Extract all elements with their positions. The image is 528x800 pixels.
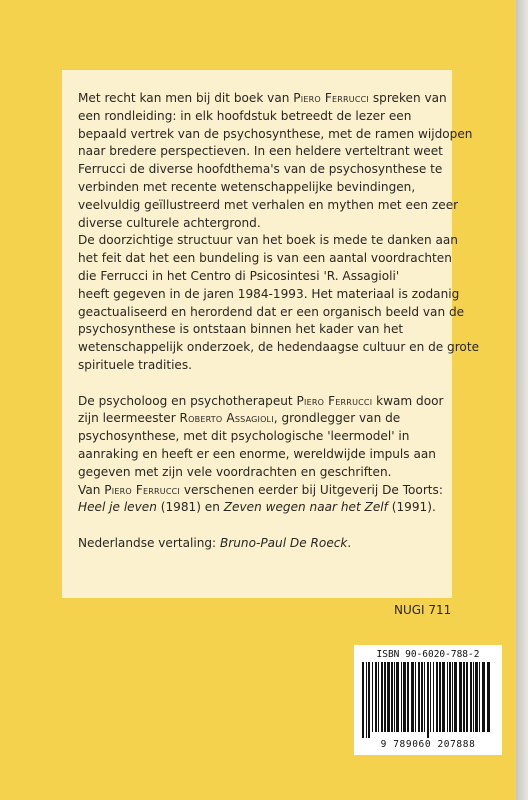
text-run: gegeven met zijn vele voordrachten en geschriften. [78,464,392,479]
barcode-bar [421,662,423,732]
blurb-paragraph-2 [78,393,448,518]
text-line [78,499,448,517]
text-run: het feit dat het een bundeling is van een aantal voordrachten [78,251,452,266]
text-line [78,446,448,464]
text-line [78,215,448,233]
text-run: heeft gegeven in de jaren 1984-1993. Het materiaal is zodanig [78,286,460,301]
text-run: Ferrucci de diverse hoofdthema's van de psychosynthese te [78,162,443,177]
text-run: (1981) en [156,500,224,515]
text-line [78,428,448,446]
text-line [78,482,448,500]
barcode-bar [381,662,383,732]
text-run: psychosynthese, met dit psychologische 'leermodel' in [78,429,410,444]
barcode-bar [411,662,414,732]
text-run: die Ferrucci in het Centro di Psicosintesi 'R. Assagioli' [78,268,400,283]
barcode-bar [387,662,390,732]
text-run: geactualiseerd en herordend dat er een organisch beeld van de [78,304,465,319]
barcode-bar [454,662,457,732]
translator-credit [78,535,448,553]
barcode-bar [475,662,478,732]
barcode-bar [378,662,379,732]
barcode-bar [452,662,453,732]
italic-title: Bruno-Paul De Roeck [219,535,348,550]
nugi-code: NUGI 711 [394,603,452,617]
text-line [78,410,448,428]
barcode-bar [427,662,429,738]
barcode-bar [447,662,448,732]
barcode-bar [482,662,485,732]
text-line [78,339,480,357]
barcode-bar [466,662,468,732]
italic-title: Heel je leven [78,500,157,515]
barcode-bar [375,662,377,732]
barcode-bar [372,662,373,732]
text-run: De psycholoog en psychotherapeut [78,393,297,408]
barcode-bar [470,662,472,732]
barcode-bar [384,662,386,732]
barcode-bar [401,662,402,732]
barcode-bar [368,662,370,738]
text-run: verschenen eerder bij Uitgeverij De Toorts: [180,482,443,497]
text-run: Van [78,482,105,497]
text-line [78,232,458,250]
barcode-bar [442,662,445,732]
author-name: Piero Ferrucci [104,482,180,497]
text-line [78,250,452,268]
text-run: Met recht kan men bij dit boek van [78,91,294,105]
text-run: psychosynthese is ontstaan binnen het kader van het [78,322,404,337]
text-run: aanraking en heeft er een enorme, wereldwijde impuls aan [78,446,436,461]
text-run: . [347,535,352,550]
barcode-bar [418,662,420,732]
text-line [78,304,465,322]
text-line [78,126,473,144]
text-run: diverse culturele achtergrond. [78,215,261,230]
barcode-bars [360,662,496,738]
barcode-bar [479,662,480,732]
text-run: bepaald vertrek van de psychosynthese, met de ramen wijdopen [78,126,473,141]
barcode-bar [366,662,367,738]
text-run: , grondlegger van de [273,411,401,426]
barcode-bar [436,662,438,732]
text-line [78,464,448,482]
ean-digits: 9 789060 207888 [380,739,476,750]
text-line [78,108,448,126]
author-name: Roberto Assagioli [179,411,274,426]
barcode [354,645,502,755]
text-run: veelvuldig geïllustreerd met verhalen en mythen met een zeer [78,197,459,212]
barcode-bar [459,662,462,732]
text-line [78,393,448,411]
text-line [78,535,448,553]
text-run: spirituele tradities. [78,357,193,372]
text-run: spreken van [369,91,447,105]
barcode-bar [439,662,441,732]
blurb-text [78,90,480,553]
text-line [78,321,448,339]
text-run: (1991). [387,500,436,515]
barcode-bar [394,662,395,732]
barcode-bar [433,662,434,732]
barcode-bar [391,662,393,732]
barcode-bar [449,662,451,732]
text-run: kwam door [372,393,444,408]
barcode-bar [473,662,474,732]
text-line [78,143,448,161]
barcode-bar [396,662,399,732]
text-run: zijn leermeester [78,411,180,426]
text-line [78,268,448,286]
author-name: Piero Ferrucci [293,91,369,105]
text-line [78,90,448,108]
text-line [78,197,459,215]
text-run: verbinden met recente wetenschappelijke bevindingen, [78,179,416,194]
text-run: een rondleiding: in elk hoofdstuk betreedt de lezer een [78,108,412,123]
barcode-bar [424,662,425,732]
text-line [78,161,448,179]
text-run: Nederlandse vertaling: [78,535,220,550]
page-edge [516,0,528,800]
barcode-bar [487,662,490,732]
barcode-bar [407,662,409,732]
barcode-bar [415,662,416,732]
blurb-paragraph-1 [78,90,480,375]
text-run: naar bredere perspectieven. In een heldere verteltrant weet [78,144,443,159]
barcode-bar [430,662,431,732]
barcode-bar [362,662,364,738]
text-line [78,357,448,375]
barcode-bar [463,662,465,732]
text-run: De doorzichtige structuur van het boek is mede te danken aan [78,233,458,248]
text-line [78,179,448,197]
text-line [78,286,460,304]
isbn-label: ISBN 90-6020-788-2 [376,649,480,660]
author-name: Piero Ferrucci [296,393,373,408]
text-run: wetenschappelijk onderzoek, de hedendaagse cultuur en de grote [78,340,480,355]
italic-title: Zeven wegen naar het Zelf [223,500,388,515]
barcode-bar [403,662,406,732]
